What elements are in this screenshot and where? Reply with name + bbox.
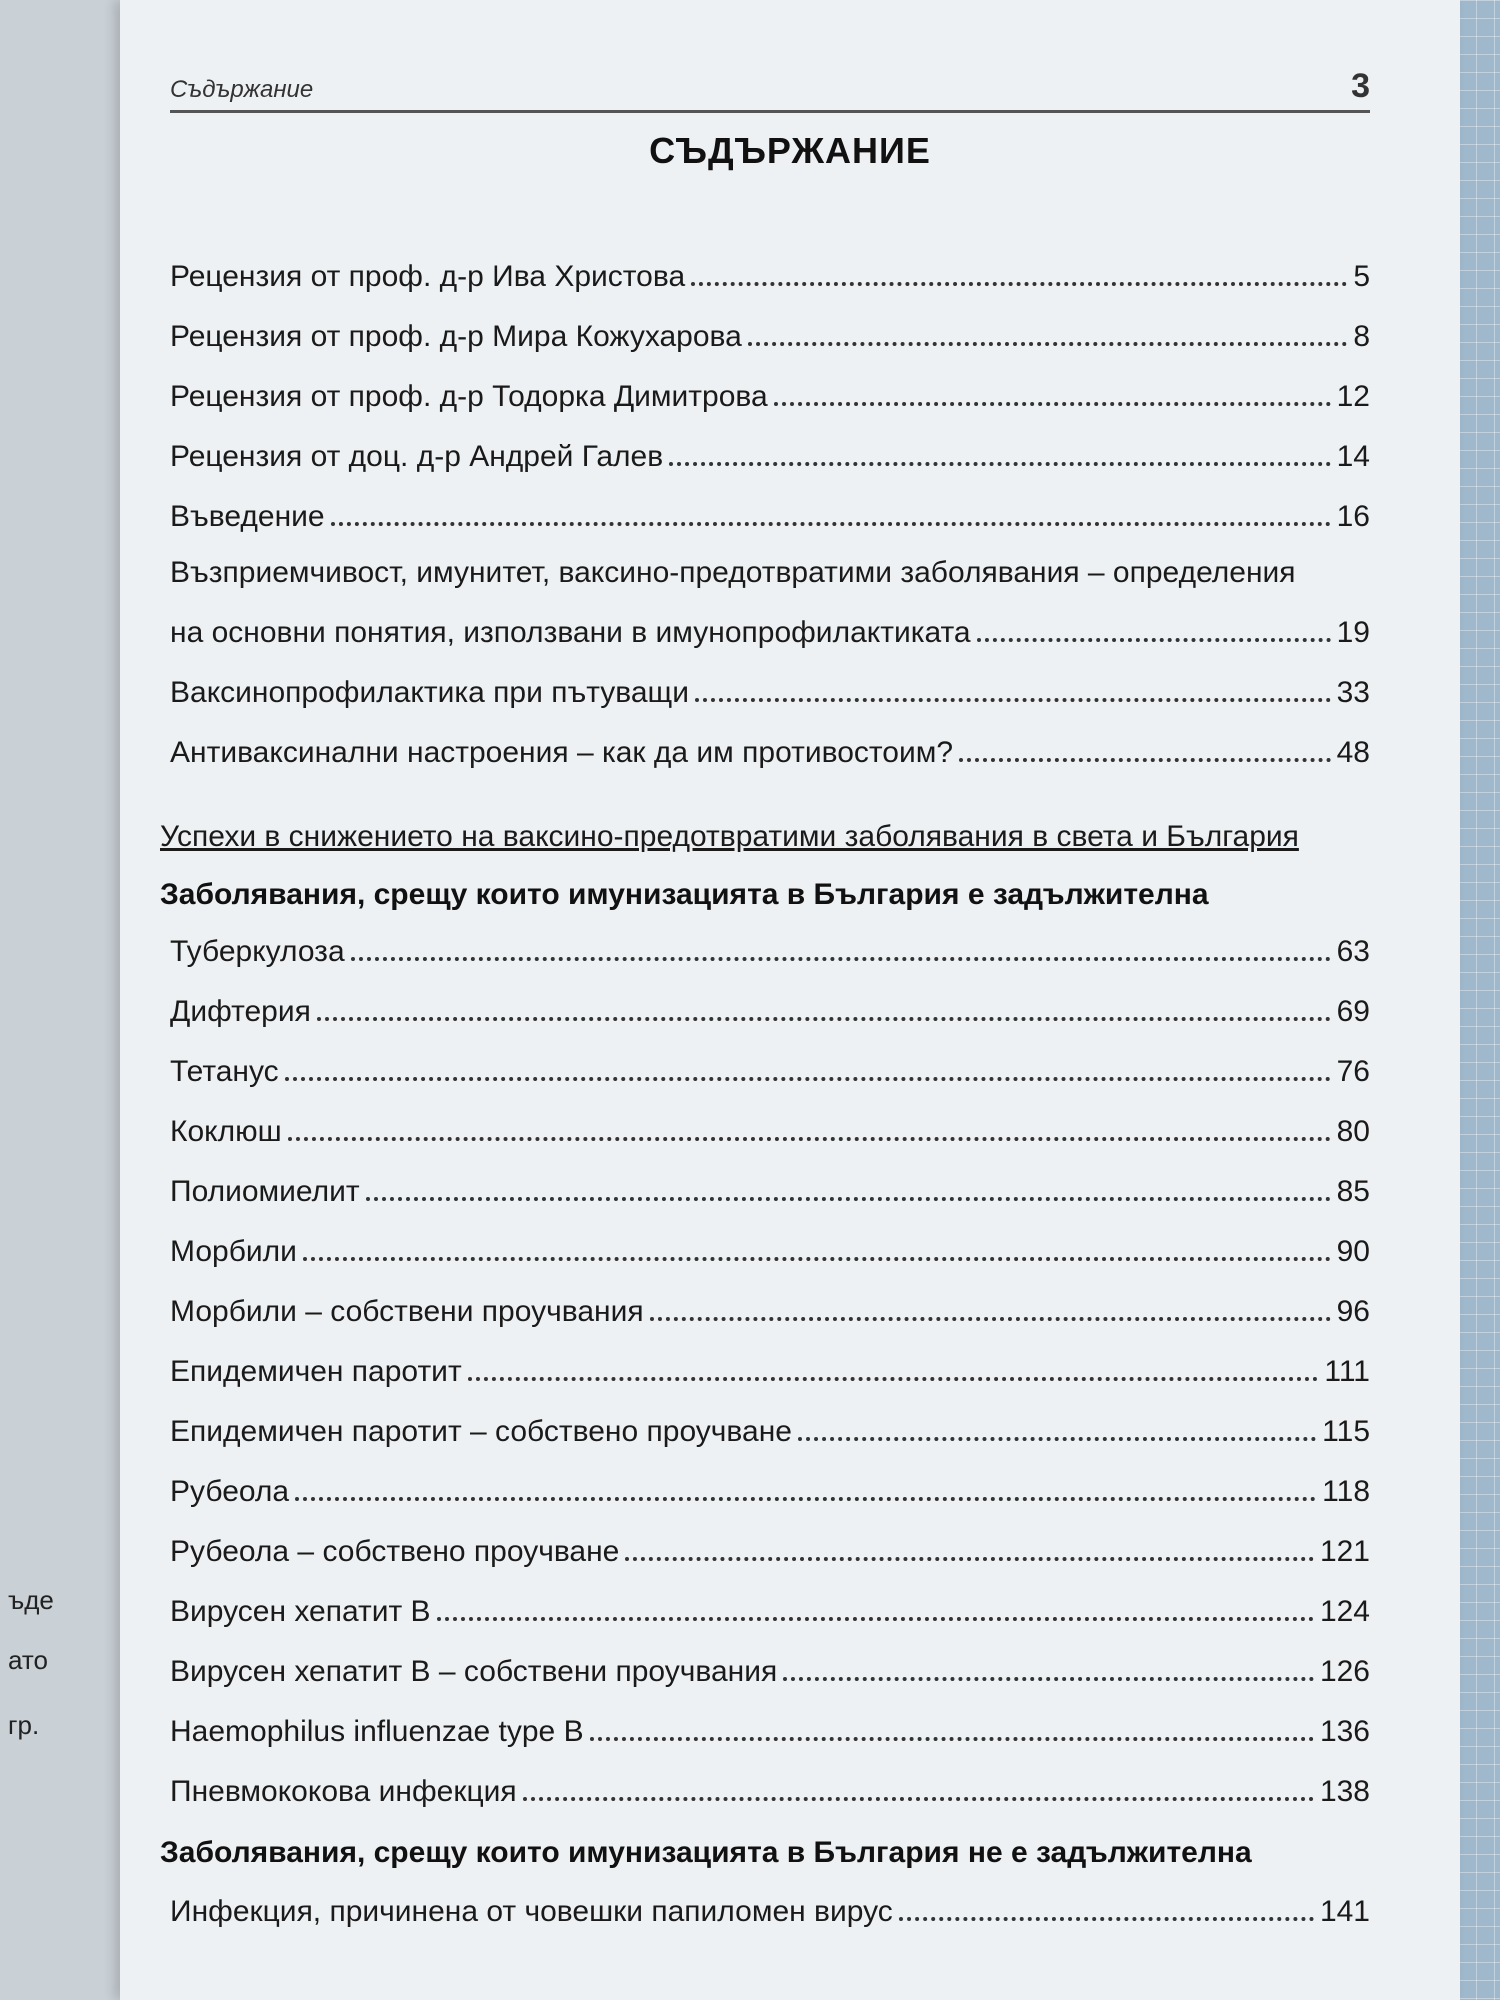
dot-leader bbox=[650, 1316, 1331, 1321]
toc-entry-page: 85 bbox=[1336, 1175, 1370, 1208]
toc-entry-label: Антиваксинални настроения – как да им противостоим? bbox=[170, 736, 954, 769]
toc-entry-label: Инфекция, причинена от човешки папиломен вирус bbox=[170, 1895, 893, 1928]
toc-entry-label: Полиомиелит bbox=[170, 1175, 360, 1208]
toc-entry-label: Епидемичен паротит – собствено проучване bbox=[170, 1415, 792, 1448]
toc-entry bbox=[170, 430, 1370, 474]
toc-entry-label: Haemophilus influenzae type B bbox=[170, 1715, 584, 1748]
toc-entry-page: 33 bbox=[1336, 676, 1370, 709]
dot-leader bbox=[351, 956, 1331, 961]
toc-entry bbox=[170, 726, 1370, 770]
dot-leader bbox=[695, 697, 1331, 702]
dot-leader bbox=[899, 1916, 1314, 1921]
toc-entry-label: Рецензия от проф. д-р Мира Кожухарова bbox=[170, 320, 742, 353]
toc-entry bbox=[170, 1765, 1370, 1809]
toc-entry-label: Ваксинопрофилактика при пътуващи bbox=[170, 676, 689, 709]
toc-entry bbox=[170, 1885, 1370, 1929]
toc-entry-label: Пневмококова инфекция bbox=[170, 1775, 517, 1808]
dot-leader bbox=[285, 1076, 1331, 1081]
toc-entry-page: 121 bbox=[1319, 1535, 1370, 1568]
dot-leader bbox=[691, 281, 1347, 286]
dot-leader bbox=[523, 1796, 1314, 1801]
running-head bbox=[170, 58, 1370, 113]
left-facing-page bbox=[0, 0, 120, 2000]
running-head-page-number: 3 bbox=[1351, 67, 1370, 105]
toc-entry-page: 118 bbox=[1322, 1475, 1370, 1508]
toc-entry-page: 63 bbox=[1336, 935, 1370, 968]
toc-entry-label: Морбили – собствени проучвания bbox=[170, 1295, 644, 1328]
toc-entry-page: 96 bbox=[1336, 1295, 1370, 1328]
toc-entry-label: Морбили bbox=[170, 1235, 297, 1268]
toc-entry bbox=[170, 1165, 1370, 1209]
dot-leader bbox=[468, 1376, 1319, 1381]
toc-entry-label: Вирусен хепатит В bbox=[170, 1595, 431, 1628]
dot-leader bbox=[303, 1256, 1331, 1261]
dot-leader bbox=[295, 1496, 1316, 1501]
toc-entry-label: Рецензия от проф. д-р Тодорка Димитрова bbox=[170, 380, 768, 413]
left-page-fragment: ато bbox=[8, 1645, 48, 1675]
dot-leader bbox=[774, 401, 1331, 406]
toc-entry-label: Вирусен хепатит В – собствени проучвания bbox=[170, 1655, 778, 1688]
toc-entry bbox=[170, 1705, 1370, 1749]
toc-entry-page: 16 bbox=[1336, 500, 1370, 533]
toc-entry bbox=[170, 490, 1370, 534]
left-page-fragment: ъде bbox=[8, 1585, 54, 1615]
toc-entry-label: Рецензия от проф. д-р Ива Христова bbox=[170, 260, 686, 293]
toc-entry-label-line1: Възприемчивост, имунитет, ваксино-предотвратими заболявания – определения bbox=[170, 556, 1296, 589]
toc-entry-label: Коклюш bbox=[170, 1115, 282, 1148]
toc-entry-page: 14 bbox=[1336, 440, 1370, 473]
toc-entry bbox=[170, 370, 1370, 414]
toc-entry-label: Епидемичен паротит bbox=[170, 1355, 462, 1388]
toc-entry-label: Въведение bbox=[170, 500, 325, 533]
section-heading: Успехи в снижението на ваксино-предотвратими заболявания в света и България bbox=[160, 820, 1299, 853]
running-head-title: Съдържание bbox=[170, 76, 314, 103]
toc-entry-page: 48 bbox=[1336, 736, 1370, 769]
dot-leader bbox=[625, 1556, 1314, 1561]
toc-entry bbox=[170, 1345, 1370, 1389]
book-page bbox=[120, 0, 1460, 2000]
toc-entry bbox=[170, 310, 1370, 354]
toc-entry-label: Туберкулоза bbox=[170, 935, 345, 968]
toc-entry-page: 111 bbox=[1324, 1355, 1370, 1388]
toc-entry-page: 8 bbox=[1353, 320, 1370, 353]
toc-entry-page: 138 bbox=[1319, 1775, 1370, 1808]
toc-entry-label: Дифтерия bbox=[170, 995, 311, 1028]
toc-entry-page: 115 bbox=[1322, 1415, 1370, 1448]
subheading-optional: Заболявания, срещу които имунизацията в България не е задължителна bbox=[160, 1836, 1252, 1869]
dot-leader bbox=[669, 461, 1330, 466]
toc-entry-page: 126 bbox=[1319, 1655, 1370, 1688]
toc-entry bbox=[170, 1465, 1370, 1509]
toc-entry bbox=[170, 1525, 1370, 1569]
toc-entry-label-line2: на основни понятия, използвани в имунопрофилактиката bbox=[170, 616, 971, 649]
toc-entry-label: Рубеола – собствено проучване bbox=[170, 1535, 620, 1568]
toc-entry bbox=[170, 1405, 1370, 1449]
toc-entry-page: 136 bbox=[1319, 1715, 1370, 1748]
dot-leader bbox=[783, 1676, 1314, 1681]
toc-entry-label: Рецензия от доц. д-р Андрей Галев bbox=[170, 440, 664, 473]
toc-entry bbox=[170, 1645, 1370, 1689]
dot-leader bbox=[331, 521, 1331, 526]
dot-leader bbox=[798, 1436, 1316, 1441]
toc-entry-page: 5 bbox=[1353, 260, 1370, 293]
dot-leader bbox=[748, 341, 1347, 346]
toc-entry bbox=[170, 1225, 1370, 1269]
dot-leader bbox=[977, 637, 1331, 642]
dot-leader bbox=[288, 1136, 1331, 1141]
toc-entry bbox=[170, 925, 1370, 969]
toc-entry-page: 80 bbox=[1336, 1115, 1370, 1148]
toc-entry bbox=[170, 666, 1370, 710]
toc-entry-page: 76 bbox=[1336, 1055, 1370, 1088]
subheading-mandatory: Заболявания, срещу които имунизацията в България е задължителна bbox=[160, 878, 1209, 911]
toc-entry bbox=[170, 606, 1370, 650]
toc-entry bbox=[170, 250, 1370, 294]
toc-title: СЪДЪРЖАНИЕ bbox=[649, 130, 931, 171]
toc-entry-page: 90 bbox=[1336, 1235, 1370, 1268]
toc-entry bbox=[170, 1285, 1370, 1329]
toc-entry-label: Рубеола bbox=[170, 1475, 290, 1508]
toc-entry-page: 141 bbox=[1319, 1895, 1370, 1928]
left-page-fragment: гр. bbox=[8, 1710, 40, 1740]
toc-entry bbox=[170, 1105, 1370, 1149]
toc-entry-page: 69 bbox=[1336, 995, 1370, 1028]
dot-leader bbox=[959, 757, 1331, 762]
toc-entry-page: 19 bbox=[1336, 616, 1370, 649]
toc-entry-page: 12 bbox=[1336, 380, 1370, 413]
toc-entry bbox=[170, 1045, 1370, 1089]
dot-leader bbox=[437, 1616, 1314, 1621]
toc-entry-label: Тетанус bbox=[170, 1055, 279, 1088]
dot-leader bbox=[317, 1016, 1331, 1021]
dot-leader bbox=[590, 1736, 1314, 1741]
toc-entry bbox=[170, 985, 1370, 1029]
toc-entry bbox=[170, 1585, 1370, 1629]
toc-entry-page: 124 bbox=[1319, 1595, 1370, 1628]
dot-leader bbox=[366, 1196, 1331, 1201]
